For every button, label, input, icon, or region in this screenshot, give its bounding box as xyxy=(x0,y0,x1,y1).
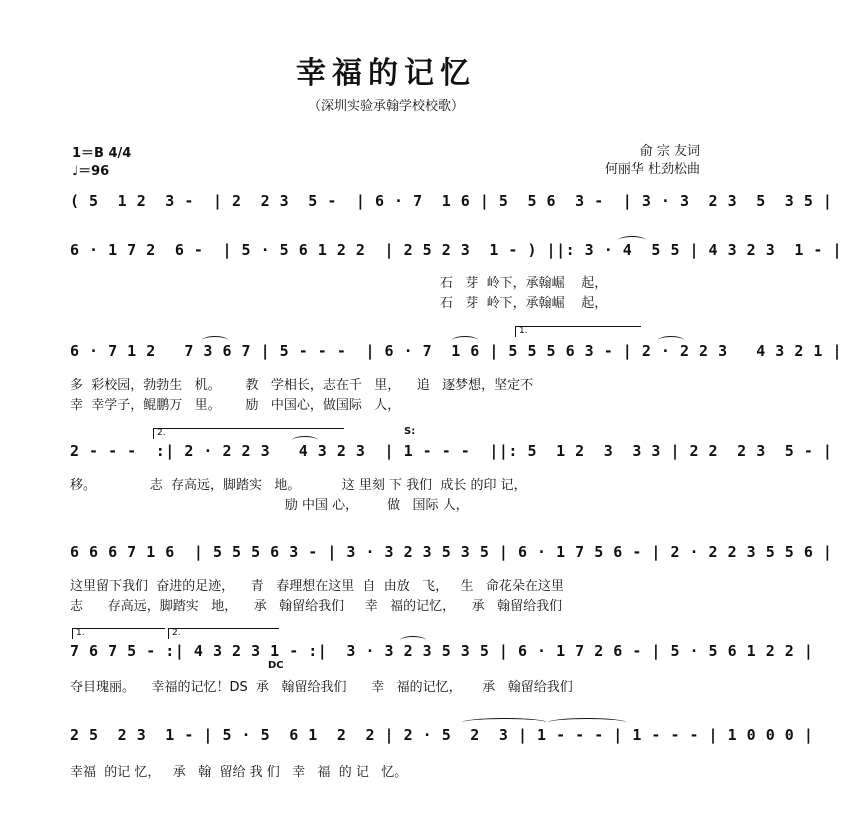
notation-line-2: 6 · 1 7 2 6 - | 5 · 5 6 1 2 2 | 2 5 2 3 1 - ) ||: 3 · 4 5 5 | 4 3 2 3 1 - | xyxy=(70,241,842,259)
slur xyxy=(400,636,426,645)
segno-mark: S: xyxy=(404,426,416,437)
lyric-line-7: 幸福 的记 忆， 承 翰 留给 我 们 幸 福 的 记 忆。 xyxy=(70,765,408,780)
notation-line-3: 6 · 7 1 2 7 3 6 7 | 5 - - - | 6 · 7 1 6 | 5 5 5 6 3 - | 2 · 2 2 3 4 3 2 1 | xyxy=(70,342,842,360)
tie xyxy=(462,718,547,727)
lyric-line-5-verse-2: 志 存高远，脚踏实 地， 承 翰留给我们 幸 福的记忆， 承 翰留给我们 xyxy=(70,599,563,614)
notation-line-4: 2 - - - :| 2 · 2 2 3 4 3 2 3 | 1 - - - ||: 5 1 2 3 3 3 | 2 2 2 3 5 - | xyxy=(70,442,833,460)
notation-line-7: 2 5 2 3 1 - | 5 · 5 6 1 2 2 | 2 · 5 2 3 | 1 - - - | 1 - - - | 1 0 0 0 | xyxy=(70,726,814,744)
volta-label: 2. xyxy=(172,628,181,638)
slur xyxy=(202,336,228,345)
song-subtitle: （深圳实验承翰学校校歌） xyxy=(307,99,464,114)
lyricist-credit: 俞 宗 友词 xyxy=(639,144,700,159)
lyric-line-5-verse-1: 这里留下我们 奋进的足迹， 青 春理想在这里 自 由放 飞， 生 命花朵在这里 xyxy=(70,579,564,594)
lyric-line-2-verse-2: 石 芽 岭下，承翰崛 起， xyxy=(440,296,608,311)
lyric-line-3-verse-1: 多 彩校园，勃勃生 机。 教 学相长，志在千 里， 追 逐梦想，坚定不 xyxy=(70,378,534,393)
slur xyxy=(292,436,318,445)
lyric-line-2-verse-1: 石 芽 岭下，承翰崛 起， xyxy=(440,276,608,291)
lyric-line-3-verse-2: 幸 幸学子，鲲鹏万 里。 励 中国心，做国际 人， xyxy=(70,398,401,413)
lyric-line-4-verse-1: 移。 志 存高远，脚踏实 地。 这 里刻 下 我们 成长 的印 记， xyxy=(70,478,527,493)
composer-credit: 何丽华 杜劲松曲 xyxy=(604,162,700,177)
volta-label: 1. xyxy=(519,326,528,336)
slur xyxy=(618,236,646,245)
tempo-marking: ♩＝96 xyxy=(72,164,110,179)
slur xyxy=(452,336,478,345)
lyric-line-6: 夺目瑰丽。 幸福的记忆！DS 承 翰留给我们 幸 福的记忆， 承 翰留给我们 xyxy=(70,680,573,695)
first-ending-bracket xyxy=(515,326,641,337)
first-ending-bracket xyxy=(72,628,165,639)
notation-line-1: ( 5 1 2 3 - | 2 2 3 5 - | 6 · 7 1 6 | 5 5 6 3 - | 3 · 3 2 3 5 3 5 | xyxy=(70,192,833,210)
lyric-line-4-verse-2: 励 中国 心， 做 国际 人， xyxy=(70,498,469,513)
notation-line-5: 6 6 6 7 1 6 | 5 5 5 6 3 - | 3 · 3 2 3 5 3 5 | 6 · 1 7 5 6 - | 2 · 2 2 3 5 5 6 | xyxy=(70,543,833,561)
volta-label: 2. xyxy=(157,428,166,438)
dc-mark: DC xyxy=(268,660,284,671)
second-ending-bracket xyxy=(168,628,279,639)
volta-label: 1. xyxy=(76,628,85,638)
key-signature: 1＝B 4/4 xyxy=(72,146,132,161)
song-title: 幸福的记忆 xyxy=(296,56,476,91)
tie xyxy=(548,718,626,727)
slur xyxy=(658,336,684,345)
notation-line-6: 7 6 7 5 - :| 4 3 2 3 1 - :| 3 · 3 2 3 5 3 5 | 6 · 1 7 2 6 - | 5 · 5 6 1 2 2 | xyxy=(70,642,814,660)
